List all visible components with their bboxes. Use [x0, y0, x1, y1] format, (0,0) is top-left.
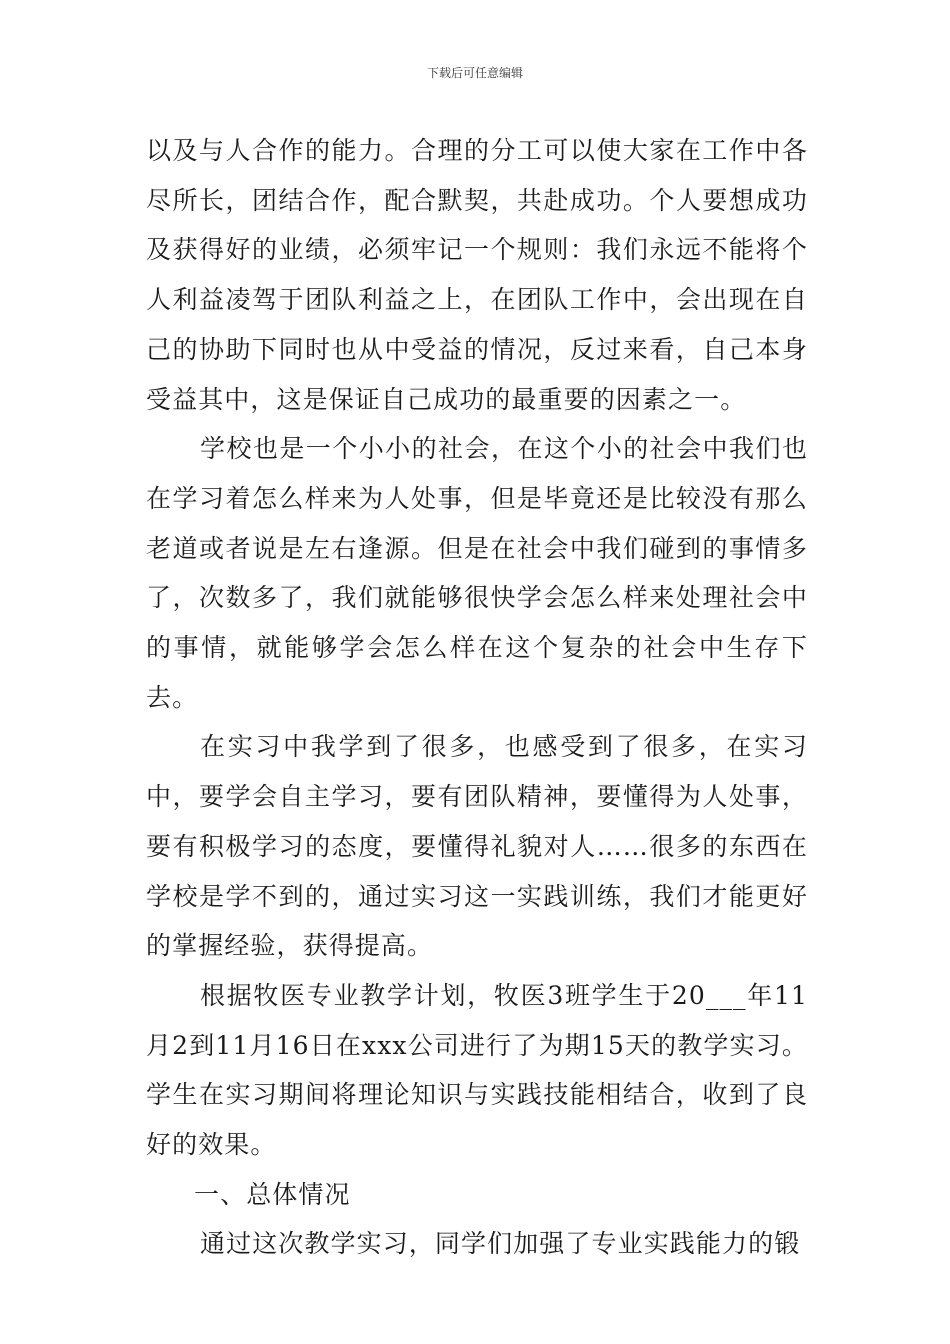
section-heading-overview: 一、总体情况	[194, 1179, 351, 1209]
paragraph-school-society: 学校也是一个小小的社会，在这个小的社会中我们也在学习着怎么样来为人处事，但是毕竟还是比较没有那么老道或者说是左右逢源。但是在社会中我们碰到的事情多了，次数多了，我们就能够很快学会怎么样来处理社会中的事情，就能够学会怎么样在这个复杂的社会中生存下去。	[146, 434, 808, 712]
document-body	[146, 126, 808, 1269]
paragraph-internship-learning: 在实习中我学到了很多，也感受到了很多，在实习中，要学会自主学习，要有团队精神，要懂得为人处事，要有积极学习的态度，要懂得礼貌对人……很多的东西在学校是学不到的，通过实习这一实践训练，我们才能更好的掌握经验，获得提高。	[146, 732, 808, 961]
page-header: 下载后可任意编辑	[426, 66, 523, 80]
paragraph-teamwork-continuation: 以及与人合作的能力。合理的分工可以使大家在工作中各尽所长，团结合作，配合默契，共赴成功。个人要想成功及获得好的业绩，必须牢记一个规则：我们永远不能将个人利益凌驾于团队利益之上，在团队工作中，会出现在自己的协助下同时也从中受益的情况，反过来看，自己本身受益其中，这是保证自己成功的最重要的因素之一。	[146, 136, 808, 414]
paragraph-teaching-plan: 根据牧医专业教学计划，牧医3班学生于20___年11月2到11月16日在xxx公司进行了为期15天的教学实习。学生在实习期间将理论知识与实践技能相结合，收到了良好的效果。	[146, 980, 808, 1160]
paragraph-overview-start: 通过这次教学实习，同学们加强了专业实践能力的锻	[200, 1229, 801, 1259]
